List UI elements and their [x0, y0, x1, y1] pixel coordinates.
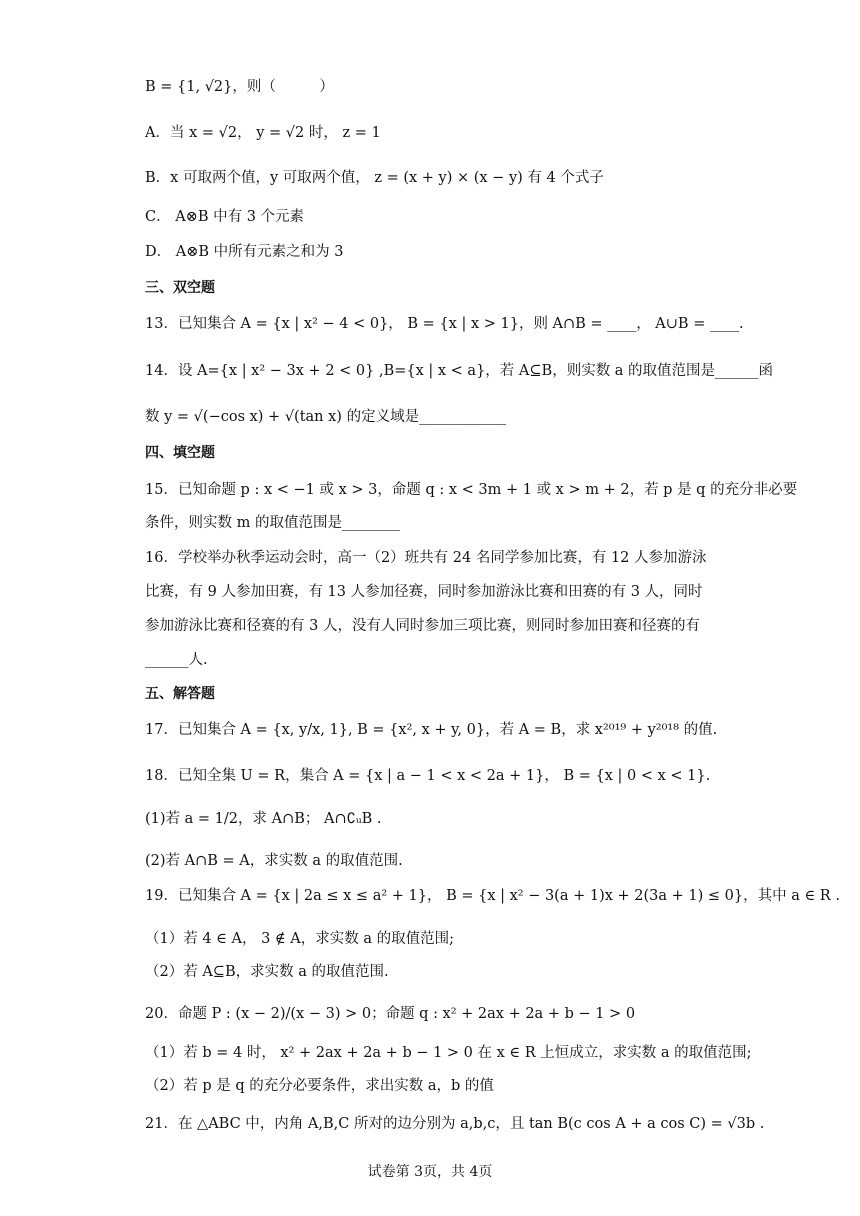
question-19-part-2: （2）若 A⊆B，求实数 a 的取值范围.: [145, 964, 389, 980]
question-14-line-2: 数 y = √(−cos x) + √(tan x) 的定义域是____________: [145, 409, 507, 425]
option-a: A．当 x = √2， y = √2 时， z = 1: [145, 125, 381, 141]
section-heading-fill-blank: 四、填空题: [145, 445, 215, 461]
question-18: 18．已知全集 U = R，集合 A = {x | a − 1 < x < 2a + 1}， B = {x | 0 < x < 1}.: [145, 768, 711, 784]
section-heading-answer: 五、解答题: [145, 686, 215, 702]
question-19: 19．已知集合 A = {x | 2a ≤ x ≤ a² + 1}， B = {x | x² − 3(a + 1)x + 2(3a + 1) ≤ 0}，其中 a ∈ R .: [145, 888, 840, 904]
question-20-part-1: （1）若 b = 4 时， x² + 2ax + 2a + b − 1 > 0 在 x ∈ R 上恒成立，求实数 a 的取值范围;: [145, 1045, 752, 1061]
question-21: 21．在 △ABC 中，内角 A,B,C 所对的边分别为 a,b,c，且 tan B(c cos A + a cos C) = √3b .: [145, 1116, 765, 1132]
question-18-part-1: (1)若 a = 1/2，求 A∩B； A∩∁ᵤB .: [145, 811, 382, 827]
question-20-part-2: （2）若 p 是 q 的充分必要条件，求出实数 a，b 的值: [145, 1078, 494, 1094]
question-20: 20．命题 P : (x − 2)/(x − 3) > 0；命题 q : x² + 2ax + 2a + b − 1 > 0: [145, 1006, 636, 1022]
question-16-line-2: 比赛，有 9 人参加田赛，有 13 人参加径赛，同时参加游泳比赛和田赛的有 3 人，同时: [145, 584, 703, 600]
question-14-line-1: 14．设 A={x | x² − 3x + 2 < 0} ,B={x | x < a}，若 A⊆B，则实数 a 的取值范围是______函: [145, 363, 774, 379]
page-footer: 试卷第 3页，共 4页: [367, 1164, 493, 1180]
section-heading-double-blank: 三、双空题: [145, 280, 215, 296]
question-15-line-1: 15．已知命题 p : x < −1 或 x > 3，命题 q : x < 3m + 1 或 x > m + 2，若 p 是 q 的充分非必要: [145, 482, 798, 498]
option-stem-line: B = {1, √2}，则（ ）: [145, 79, 334, 95]
question-15-line-2: 条件，则实数 m 的取值范围是________: [145, 515, 400, 531]
question-17: 17．已知集合 A = {x, y/x, 1}, B = {x², x + y, 0}，若 A = B，求 x²⁰¹⁹ + y²⁰¹⁸ 的值.: [145, 722, 718, 738]
option-c: C． A⊗B 中有 3 个元素: [145, 209, 305, 225]
question-16-line-4: ______人.: [145, 652, 208, 668]
question-13: 13．已知集合 A = {x | x² − 4 < 0}， B = {x | x > 1}，则 A∩B = ____， A∪B = ____.: [145, 316, 744, 332]
question-16-line-1: 16．学校举办秋季运动会时，高一（2）班共有 24 名同学参加比赛，有 12 人参加游泳: [145, 550, 707, 566]
question-16-line-3: 参加游泳比赛和径赛的有 3 人，没有人同时参加三项比赛，则同时参加田赛和径赛的有: [145, 618, 700, 634]
option-d: D． A⊗B 中所有元素之和为 3: [145, 244, 344, 260]
question-19-part-1: （1）若 4 ∈ A， 3 ∉ A，求实数 a 的取值范围;: [145, 931, 454, 947]
option-b: B．x 可取两个值，y 可取两个值， z = (x + y) × (x − y) 有 4 个式子: [145, 170, 604, 186]
question-18-part-2: (2)若 A∩B = A，求实数 a 的取值范围.: [145, 853, 403, 869]
